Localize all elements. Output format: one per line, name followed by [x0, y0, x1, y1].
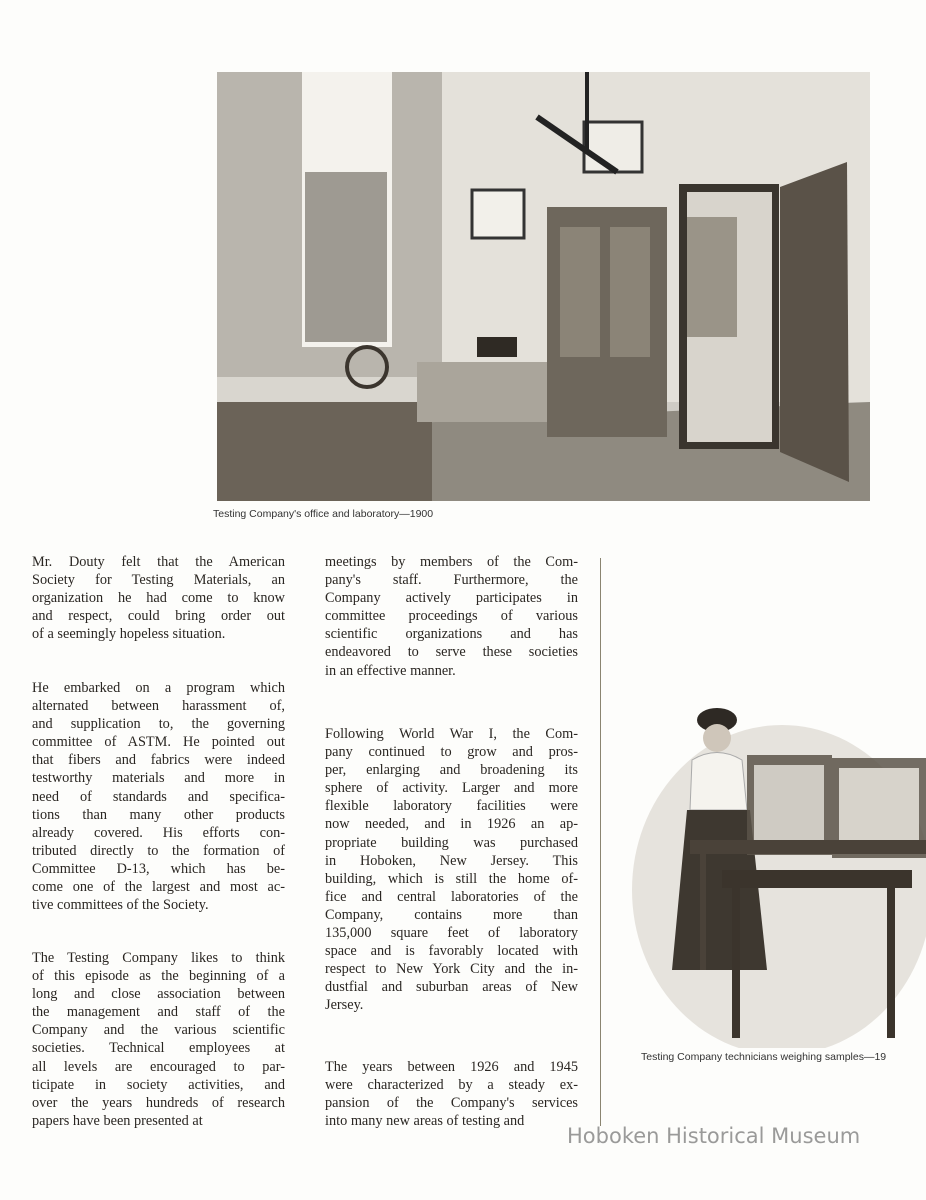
text-line: per, enlarging and broadening its [325, 762, 578, 779]
office-laboratory-photo [217, 72, 870, 501]
column1-paragraph-1 [32, 553, 285, 643]
text-line: The years between 1926 and 1945 [325, 1059, 578, 1075]
column2-paragraph-1 [325, 553, 578, 680]
text-line: ticipate in society activities, and [32, 1076, 285, 1093]
text-line: Mr. Douty felt that the American [32, 554, 285, 570]
text-line: already covered. His efforts con- [32, 824, 285, 841]
text-line: Society for Testing Materials, an [32, 572, 285, 589]
text-line: of a seemingly hopeless situation. [32, 626, 226, 643]
column1-paragraph-2 [32, 679, 285, 914]
column2-paragraph-3 [325, 1058, 578, 1130]
text-line: fice and central laboratories of the [325, 888, 578, 905]
text-line: Company actively participates in [325, 590, 578, 607]
text-line: societies. Technical employees at [32, 1040, 285, 1057]
text-line: and supplication to, the governing [32, 716, 285, 733]
text-line: Company, contains more than [325, 906, 578, 923]
text-line: space and is favorably located with [325, 943, 578, 960]
text-line: and respect, could bring order out [32, 608, 285, 625]
office-laboratory-caption: Testing Company's office and laboratory—1900 [213, 508, 434, 520]
text-line: meetings by members of the Com- [325, 554, 578, 570]
column1-paragraph-3 [32, 949, 285, 1130]
text-line: over the years hundreds of research [32, 1094, 285, 1111]
text-line: respect to New York City and the in- [325, 961, 578, 978]
text-line: pany continued to grow and pros- [325, 744, 578, 761]
column2-paragraph-2 [325, 725, 578, 1015]
text-line: into many new areas of testing and [325, 1113, 525, 1130]
text-line: in Hoboken, New Jersey. This [325, 852, 578, 869]
text-line: dustfial and suburban areas of New [325, 979, 578, 996]
text-line: building, which is still the home of- [325, 870, 578, 887]
watermark: Hoboken Historical Museum [567, 1124, 861, 1148]
text-line: need of standards and specifica- [32, 788, 285, 805]
text-line: testworthy materials and more in [32, 770, 285, 787]
text-line: papers have been presented at [32, 1112, 203, 1129]
text-line: scientific organizations and has [325, 626, 578, 643]
text-line: tive committees of the Society. [32, 897, 209, 914]
text-line: long and close association between [32, 986, 285, 1003]
text-line: alternated between harassment of, [32, 698, 285, 715]
text-line: Following World War I, the Com- [325, 726, 578, 742]
text-line: tributed directly to the formation of [32, 842, 285, 859]
text-line: were characterized by a steady ex- [325, 1077, 578, 1094]
technicians-weighing-caption: Testing Company technicians weighing samples—19 [641, 1051, 887, 1063]
text-line: now needed, and in 1926 an ap- [325, 816, 578, 833]
text-line: pany's staff. Furthermore, the [325, 572, 578, 589]
text-line: sphere of activity. Larger and more [325, 780, 578, 797]
text-line: He embarked on a program which [32, 680, 285, 696]
text-line: pansion of the Company's services [325, 1095, 578, 1112]
text-line: that fibers and fabrics were indeed [32, 752, 285, 769]
text-line: organization he had come to know [32, 590, 285, 607]
text-line: of this episode as the beginning of a [32, 968, 285, 985]
text-line: endeavored to serve these societies [325, 644, 578, 661]
technicians-weighing-photo [632, 700, 926, 1048]
text-line: Committee D-13, which has be- [32, 860, 285, 877]
text-line: propriate building was purchased [325, 834, 578, 851]
text-line: flexible laboratory facilities were [325, 798, 578, 815]
text-line: the management and staff of the [32, 1004, 285, 1021]
text-line: The Testing Company likes to think [32, 950, 285, 966]
text-line: tions than many other products [32, 806, 285, 823]
text-line: in an effective manner. [325, 662, 456, 679]
text-line: 135,000 square feet of laboratory [325, 925, 578, 942]
text-line: Jersey. [325, 997, 364, 1014]
text-line: committee proceedings of various [325, 608, 578, 625]
text-line: committee of ASTM. He pointed out [32, 734, 285, 751]
column-divider [600, 558, 601, 1126]
text-line: Company and the various scientific [32, 1022, 285, 1039]
text-line: all levels are encouraged to par- [32, 1058, 285, 1075]
text-line: come one of the largest and most ac- [32, 879, 285, 896]
